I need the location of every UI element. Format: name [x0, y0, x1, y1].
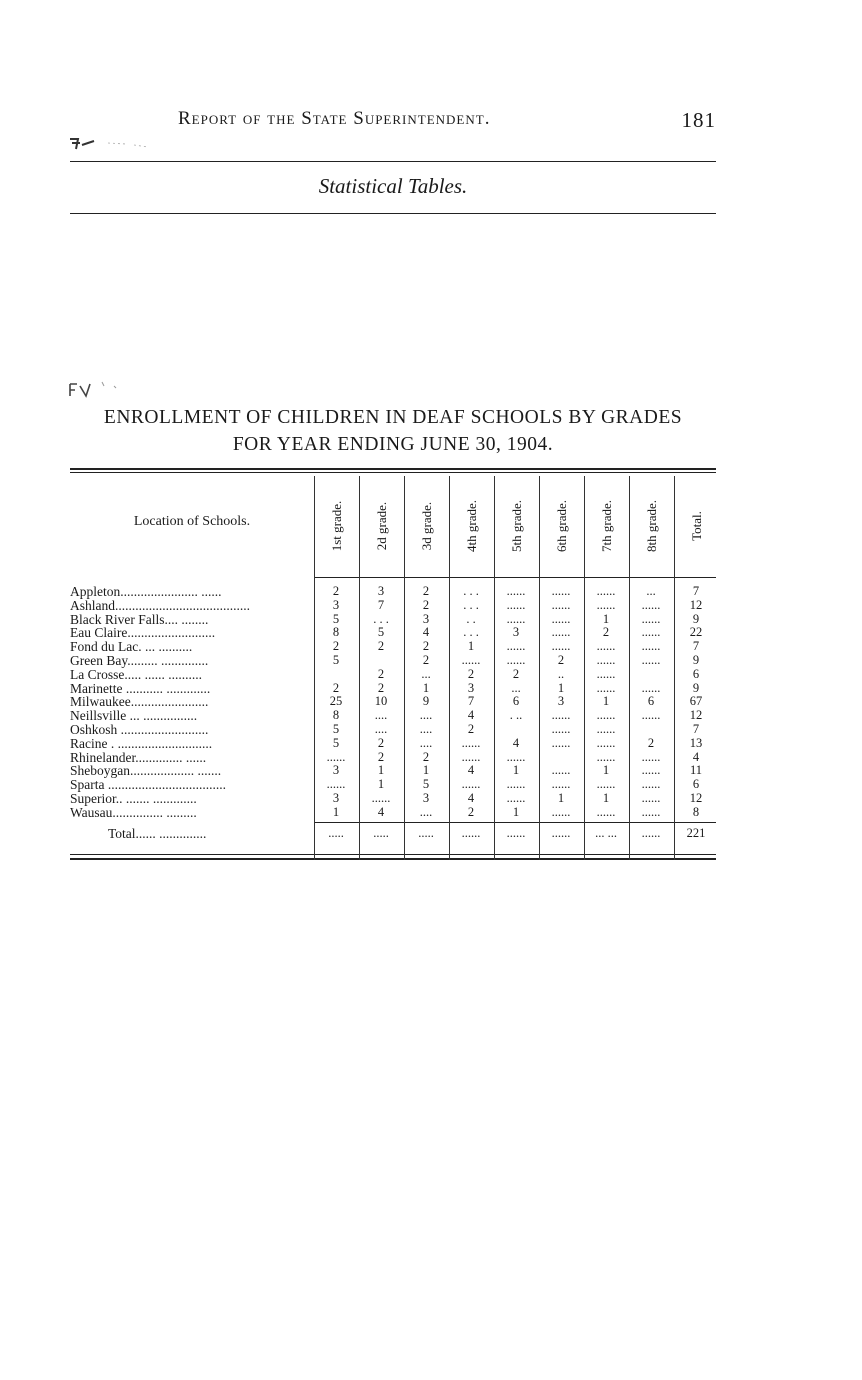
grade-cell: 1	[602, 611, 610, 626]
school-name: Eau Claire..........................	[70, 626, 216, 641]
grade-cell: 2	[332, 639, 340, 654]
column-header-label: Total.	[688, 511, 704, 541]
grade-cell: 10	[374, 694, 388, 709]
grade-cell: 2	[422, 653, 430, 667]
total-cell: ......	[461, 826, 481, 840]
column-header-label: 4th grade.	[463, 500, 479, 552]
grade-cell: 1	[467, 639, 475, 654]
grade-cell: 1	[512, 804, 520, 819]
grade-cell: 1	[602, 791, 610, 805]
grade-cell: ......	[551, 639, 571, 654]
row-total-cell: 6	[692, 777, 700, 792]
total-cell: ......	[506, 826, 526, 840]
grade-cell: 3	[467, 680, 475, 695]
grade-cell: 1	[512, 763, 520, 778]
grade-cell: ......	[641, 804, 661, 819]
total-rule	[314, 822, 716, 823]
grade-cell: ......	[641, 597, 661, 612]
column-header	[629, 476, 674, 576]
grade-cell: . . .	[373, 611, 389, 626]
grade-cell: ......	[596, 680, 616, 695]
table-bottom-rule	[70, 854, 716, 855]
grade-cell: ......	[551, 611, 571, 626]
grade-cell: ......	[551, 735, 571, 750]
row-total-cell: 12	[689, 708, 703, 723]
grade-cell: ......	[506, 597, 526, 612]
grade-cell: 2	[332, 680, 340, 695]
table-row	[70, 723, 716, 737]
school-name: Sparta ...................................	[70, 778, 226, 792]
column-header	[359, 476, 404, 576]
total-cell: ... ...	[595, 826, 617, 840]
grade-cell: 4	[512, 735, 520, 750]
row-total-cell: 7	[692, 639, 700, 654]
grade-cell: ......	[506, 611, 526, 626]
grade-cell: ......	[596, 597, 616, 612]
grade-cell: ......	[371, 791, 391, 805]
grade-cell: ......	[596, 584, 616, 598]
grade-cell: ......	[596, 777, 616, 792]
location-header: Location of Schools.	[133, 514, 251, 529]
grade-cell: 5	[332, 722, 340, 736]
school-name: Superior.. ....... .............	[70, 792, 197, 806]
table-top-rule-inner	[70, 472, 716, 473]
grade-cell: ......	[326, 749, 346, 764]
enrollment-table	[70, 468, 716, 863]
grade-cell: ......	[596, 639, 616, 654]
grade-cell: 2	[467, 722, 475, 736]
grade-cell: ......	[506, 749, 526, 764]
grade-cell: . . .	[463, 584, 479, 598]
total-cell: .....	[418, 826, 434, 840]
ink-mark	[68, 380, 148, 398]
table-row	[70, 599, 716, 613]
grade-cell: 1	[422, 680, 430, 695]
column-header	[584, 476, 629, 576]
grade-cell: ......	[551, 584, 571, 598]
grade-cell: 4	[467, 708, 475, 723]
total-row	[70, 827, 716, 841]
grade-cell: ......	[641, 639, 661, 654]
table-top-rule	[70, 468, 716, 470]
total-label: Total...... ..............	[108, 827, 207, 841]
grade-cell: 2	[422, 639, 430, 654]
grade-cell: 3	[422, 611, 430, 626]
school-name: Milwaukee.......................	[70, 695, 209, 710]
table-row	[70, 682, 716, 696]
row-total-cell: 67	[689, 694, 703, 709]
grade-cell: ......	[551, 722, 571, 736]
grade-cell: ......	[461, 653, 481, 667]
grade-cell: 8	[332, 708, 340, 723]
grade-cell: ..	[557, 666, 565, 681]
column-header	[674, 476, 719, 576]
grade-cell: 2	[332, 584, 340, 598]
grade-cell: ......	[506, 639, 526, 654]
header-rule	[70, 161, 716, 162]
grade-cell: 2	[647, 735, 655, 750]
grade-cell: 2	[557, 653, 565, 667]
total-cell: ......	[641, 826, 661, 840]
grade-cell: ....	[419, 722, 433, 736]
grade-cell: ......	[551, 804, 571, 819]
column-header	[404, 476, 449, 576]
grade-cell: ......	[551, 763, 571, 778]
section-rule	[70, 213, 716, 214]
grade-cell: 1	[377, 763, 385, 778]
total-cell: ......	[551, 826, 571, 840]
grade-cell: 3	[422, 791, 430, 805]
row-total-cell: 11	[689, 763, 703, 778]
school-name: Appleton....................... ......	[70, 585, 222, 599]
grade-cell: ......	[596, 735, 616, 750]
grade-cell: 2	[467, 666, 475, 681]
row-total-cell: 8	[692, 804, 700, 819]
row-total-cell: 9	[692, 611, 700, 626]
grade-cell: ......	[641, 611, 661, 626]
grade-cell: ......	[641, 763, 661, 778]
grade-cell: ......	[596, 666, 616, 681]
grade-cell: 5	[332, 735, 340, 750]
grade-cell: 2	[422, 584, 430, 598]
grade-cell: ......	[596, 708, 616, 723]
running-head	[70, 108, 716, 138]
row-total-cell: 12	[689, 597, 703, 612]
school-name: Neillsville ... ................	[70, 709, 198, 723]
table-row	[70, 640, 716, 654]
grade-cell: ......	[641, 708, 661, 723]
column-header-label: 6th grade.	[553, 500, 569, 552]
school-name: Sheboygan................... .......	[70, 764, 222, 779]
grade-cell: 3	[377, 584, 385, 598]
grade-cell: ...	[421, 666, 431, 681]
grade-cell: 6	[647, 694, 655, 709]
section-title: Statistical Tables.	[318, 174, 468, 198]
row-total-cell: 13	[689, 735, 703, 750]
column-header-label: 3d grade.	[418, 501, 434, 551]
table-row	[70, 654, 716, 668]
grade-cell: ......	[641, 625, 661, 640]
row-total-cell: 9	[692, 653, 700, 667]
table-row	[70, 695, 716, 709]
grade-cell: 2	[422, 597, 430, 612]
grade-cell: 1	[332, 804, 340, 819]
grade-cell: 3	[332, 597, 340, 612]
grade-cell: 7	[377, 597, 385, 612]
grade-cell: ......	[506, 791, 526, 805]
school-name: Rhinelander.............. ......	[70, 750, 207, 765]
column-header	[449, 476, 494, 576]
grade-cell: ....	[419, 735, 433, 750]
grade-cell: 2	[377, 749, 385, 764]
grade-cell: ......	[461, 777, 481, 792]
grade-cell: 1	[602, 694, 610, 709]
grade-cell: ......	[596, 804, 616, 819]
row-total-cell: 6	[692, 666, 700, 681]
grade-cell: 4	[422, 625, 430, 640]
table-row	[70, 792, 716, 806]
grade-cell: 1	[557, 680, 565, 695]
grade-cell: 5	[332, 653, 340, 667]
grade-cell: ......	[596, 653, 616, 667]
grade-cell: ....	[419, 804, 433, 819]
grade-cell: 3	[332, 763, 340, 778]
grade-cell: 2	[467, 804, 475, 819]
grade-cell: 2	[512, 666, 520, 681]
column-header-label: 7th grade.	[598, 500, 614, 552]
grade-cell: ......	[551, 597, 571, 612]
school-name: Fond du Lac. ... ..........	[70, 640, 193, 654]
grade-cell: 2	[602, 625, 610, 640]
grade-cell: 2	[422, 749, 430, 764]
column-header-label: 5th grade.	[508, 500, 524, 552]
grade-cell: ....	[374, 708, 388, 723]
grade-cell: 4	[377, 804, 385, 819]
grade-cell: 2	[377, 735, 385, 750]
grade-cell: 1	[602, 763, 610, 778]
grade-cell: 25	[329, 694, 343, 709]
grade-cell: ......	[551, 708, 571, 723]
grade-cell: ......	[596, 722, 616, 736]
grade-cell: . ..	[509, 708, 523, 723]
table-row	[70, 585, 716, 599]
grade-cell: 1	[557, 791, 565, 805]
grade-cell: ......	[641, 791, 661, 805]
school-name: Racine . ............................	[70, 736, 213, 751]
grade-cell: ......	[506, 653, 526, 667]
table-row	[70, 806, 716, 820]
row-total-cell: 7	[692, 722, 700, 736]
grade-cell: 3	[332, 791, 340, 805]
row-total-cell: 9	[692, 680, 700, 695]
grade-cell: ......	[461, 735, 481, 750]
page-number: 181	[681, 108, 716, 132]
row-total-cell: 4	[692, 749, 700, 764]
row-total-cell: 12	[689, 791, 703, 805]
grade-cell: 1	[377, 777, 385, 792]
grade-cell: 1	[422, 763, 430, 778]
grade-cell: ......	[641, 653, 661, 667]
total-cell: .....	[328, 826, 344, 840]
school-name: Marinette ........... .............	[70, 681, 211, 696]
grade-cell: 4	[467, 791, 475, 805]
grade-cell: ......	[641, 680, 661, 695]
table-title-line2: FOR YEAR ENDING JUNE 30, 1904.	[232, 434, 554, 455]
school-name: Green Bay......... ..............	[70, 654, 209, 668]
table-row	[70, 668, 716, 682]
grade-cell: ......	[596, 749, 616, 764]
table-title-line1: ENROLLMENT OF CHILDREN IN DEAF SCHOOLS BY GRADES	[103, 407, 683, 428]
grade-cell: 8	[332, 625, 340, 640]
grade-cell: . . .	[463, 597, 479, 612]
column-header-label: 2d grade.	[373, 501, 389, 551]
table-bottom-rule-outer	[70, 858, 716, 860]
table-row	[70, 613, 716, 627]
table-row	[70, 764, 716, 778]
row-total-cell: 22	[689, 625, 703, 640]
column-header	[314, 476, 359, 576]
school-name: Black River Falls.... ........	[70, 612, 209, 627]
header-bottom-rule	[314, 577, 716, 578]
running-head-title: Report of the State Superintendent.	[178, 108, 491, 129]
grade-cell: ....	[419, 708, 433, 723]
total-value: 221	[686, 826, 706, 840]
grade-cell: 9	[422, 694, 430, 709]
grade-cell: 7	[467, 694, 475, 709]
grade-cell: 5	[422, 777, 430, 792]
grade-cell: ......	[326, 777, 346, 792]
school-name: La Crosse..... ...... ..........	[70, 667, 202, 682]
column-header	[494, 476, 539, 576]
column-header-label: 8th grade.	[643, 500, 659, 552]
grade-cell: ......	[641, 749, 661, 764]
grade-cell: ......	[551, 625, 571, 640]
grade-cell: ......	[461, 749, 481, 764]
school-name: Ashland........................................	[70, 598, 250, 613]
grade-cell: ......	[641, 777, 661, 792]
grade-cell: 5	[332, 611, 340, 626]
grade-cell: 5	[377, 625, 385, 640]
school-name: Wausau............... .........	[70, 805, 197, 820]
table-title	[60, 404, 726, 458]
grade-cell: . .	[466, 611, 476, 626]
grade-cell: ......	[506, 777, 526, 792]
grade-cell: ......	[551, 777, 571, 792]
grade-cell: 2	[377, 680, 385, 695]
table-row	[70, 751, 716, 765]
school-name: Oshkosh ..........................	[70, 723, 209, 737]
grade-cell: 3	[512, 625, 520, 640]
grade-cell: 2	[377, 639, 385, 654]
ink-mark	[68, 135, 158, 151]
column-header	[539, 476, 584, 576]
table-row	[70, 709, 716, 723]
grade-cell: ......	[506, 584, 526, 598]
grade-cell: ...	[511, 680, 521, 695]
table-row	[70, 737, 716, 751]
column-header-label: 1st grade.	[328, 500, 344, 552]
grade-cell: ....	[374, 722, 388, 736]
table-row	[70, 778, 716, 792]
total-cell: .....	[373, 826, 389, 840]
grade-cell: 4	[467, 763, 475, 778]
grade-cell: 6	[512, 694, 520, 709]
grade-cell: ...	[646, 584, 656, 598]
grade-cell: 3	[557, 694, 565, 709]
table-row	[70, 626, 716, 640]
grade-cell: . . .	[463, 625, 479, 640]
grade-cell: 2	[377, 666, 385, 681]
row-total-cell: 7	[692, 584, 700, 598]
